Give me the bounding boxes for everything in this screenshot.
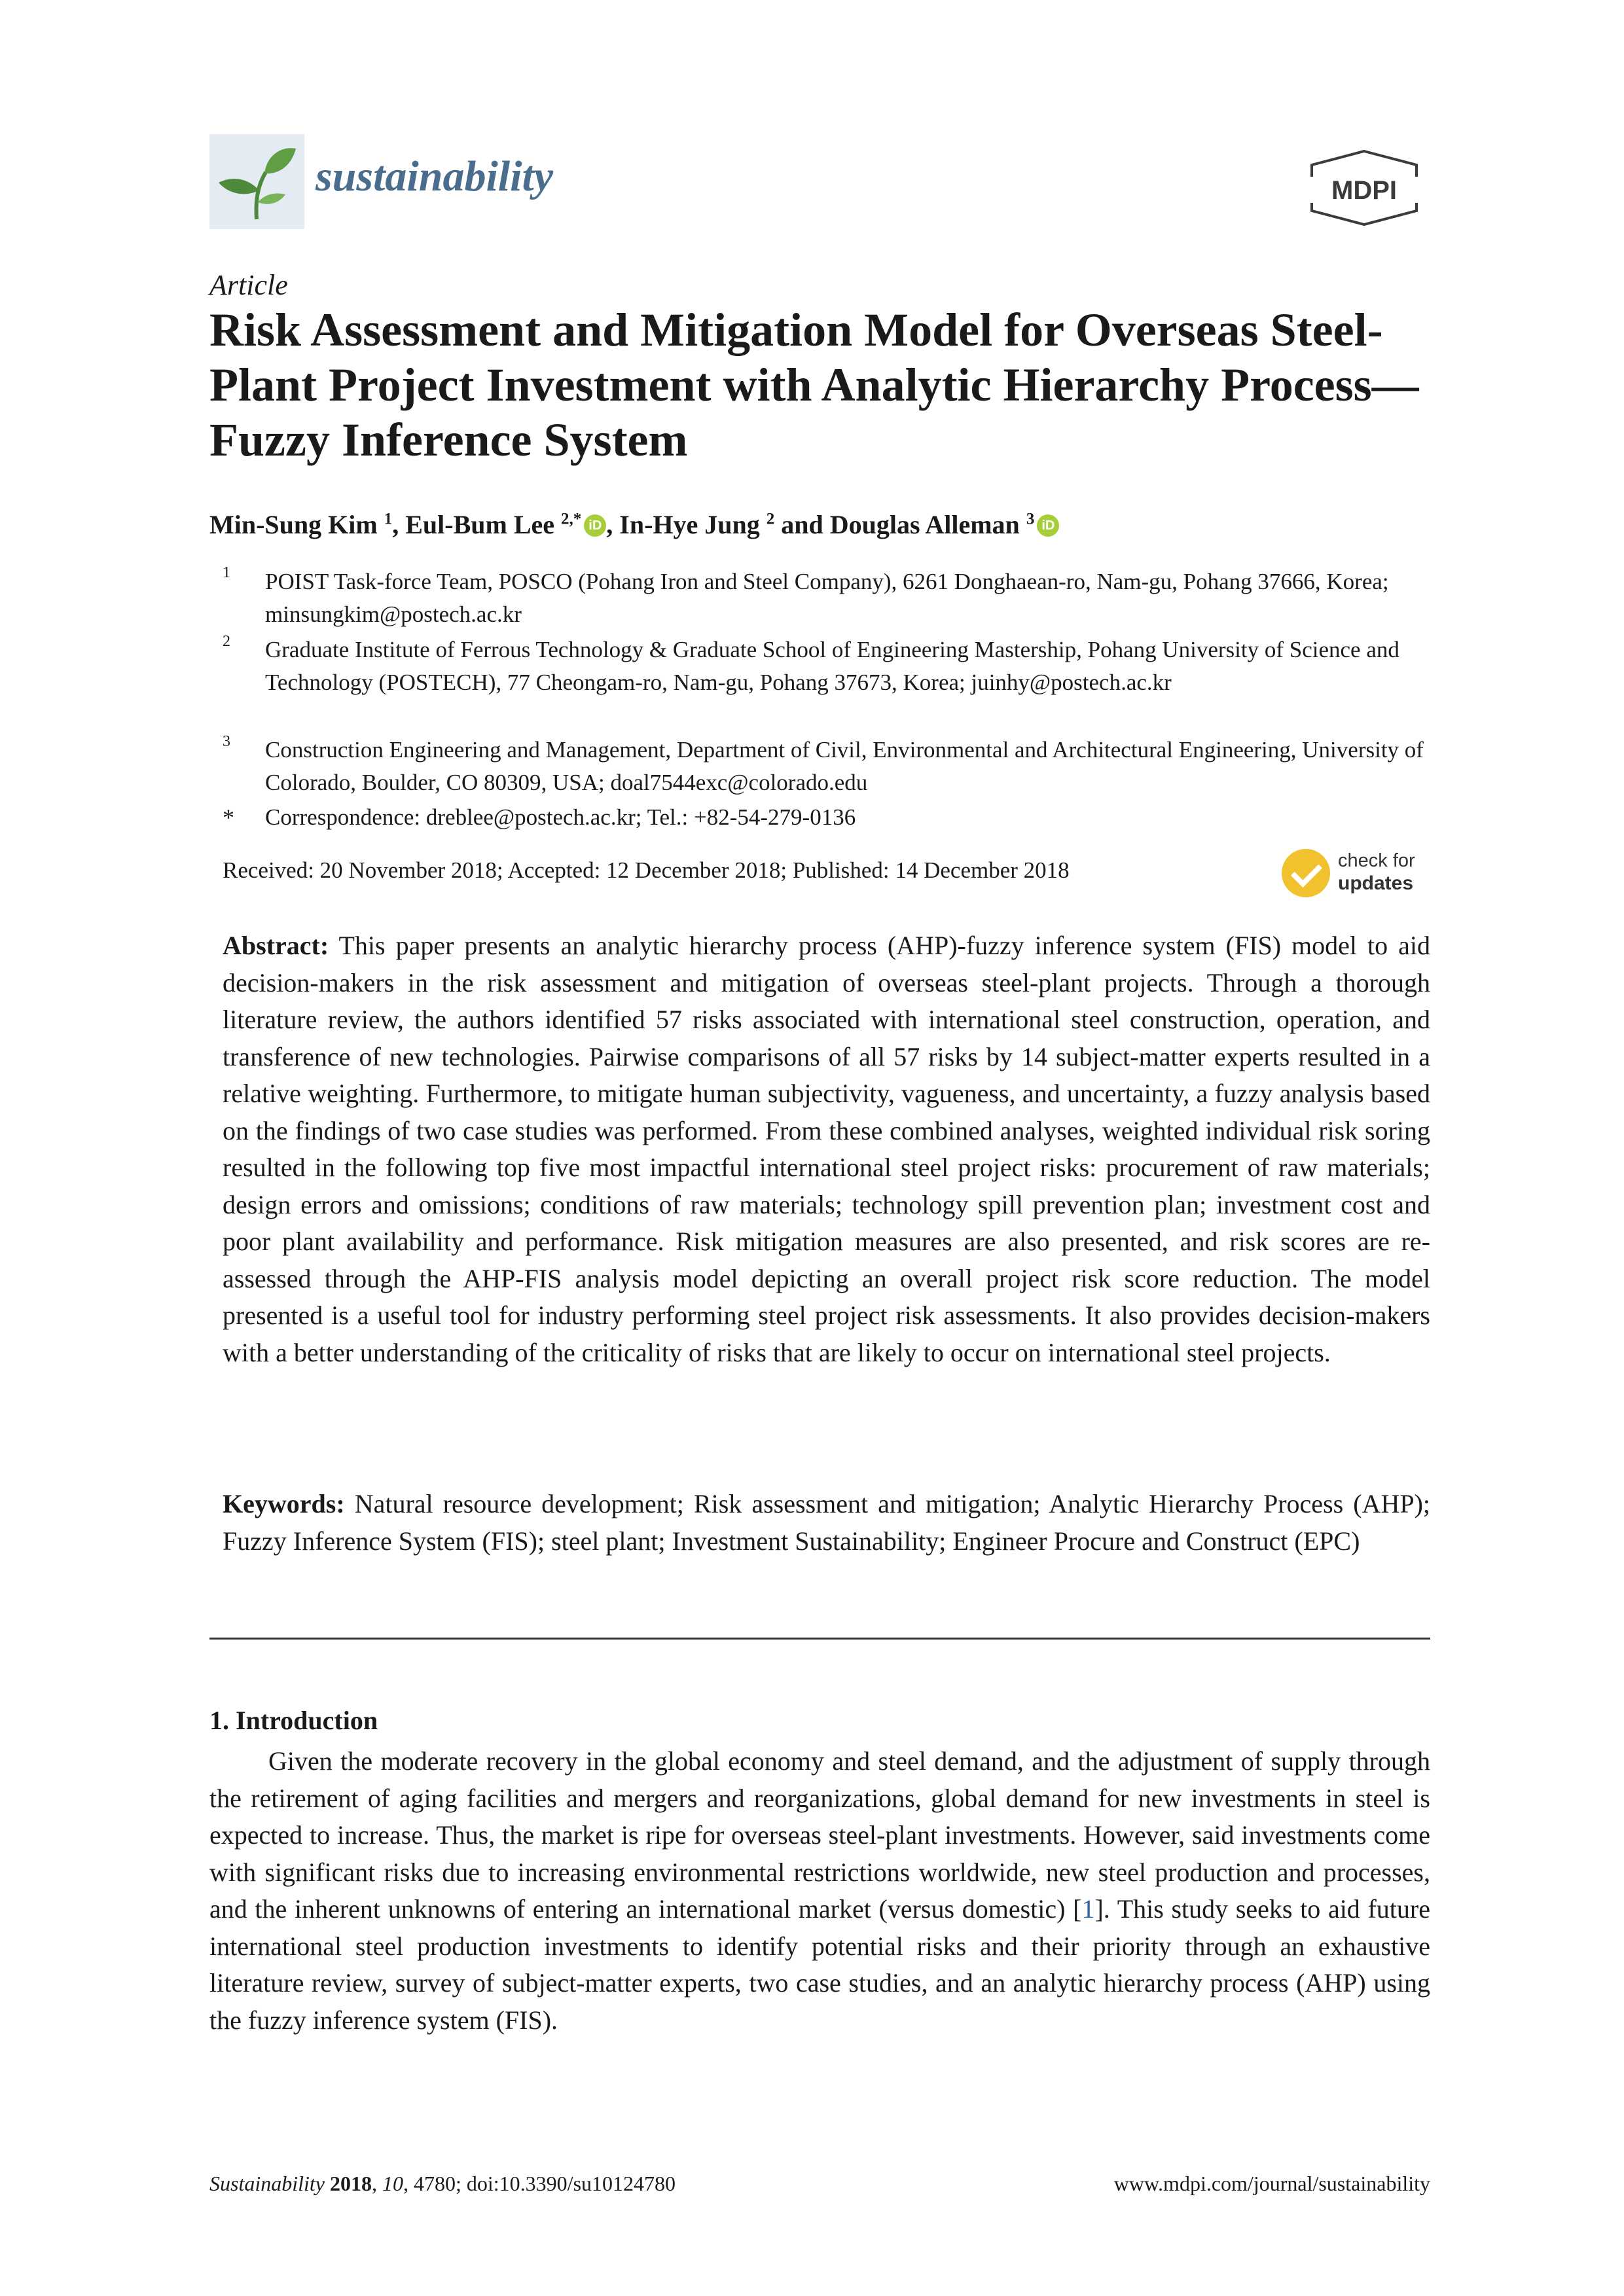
footer-volume: 10 [382, 2172, 403, 2195]
author-name: Min-Sung Kim [209, 510, 378, 539]
author-name: In-Hye Jung [619, 510, 760, 539]
footer-citation: Sustainability 2018, 10, 4780; doi:10.3390/su10124780 [209, 2172, 676, 2195]
author-affiliation-marker: 1 [384, 510, 393, 528]
section-divider [209, 1638, 1430, 1640]
citation-link[interactable]: 1 [1081, 1894, 1095, 1924]
abstract [223, 927, 1430, 1371]
affiliation-marker: * [223, 804, 234, 831]
check-icon [1282, 849, 1330, 897]
affiliation-marker: 2 [223, 633, 230, 650]
footer-doi: , 4780; doi:10.3390/su10124780 [403, 2172, 676, 2195]
mdpi-logo-text: MDPI [1331, 176, 1397, 205]
article-type: Article [209, 269, 288, 301]
author-list [209, 509, 1059, 540]
affiliation-3: Construction Engineering and Management, Department of Civil, Environmental and Architectural Engineering, University of Colorado, Boulder, CO 80309, USA; doal7544exc@colorado.edu [265, 737, 1424, 795]
article-title: Risk Assessment and Mitigation Model for Overseas Steel-Plant Project Investment with Analytic Hierarchy Process—Fuzzy Inference System [209, 304, 1419, 466]
affiliation-marker: 1 [223, 564, 230, 581]
leaf-sprout-icon [209, 134, 304, 229]
author-separator: , [392, 510, 406, 539]
section-heading: 1. Introduction [209, 1706, 378, 1735]
journal-name: sustainability [316, 152, 554, 200]
correspondence: Correspondence: dreblee@postech.ac.kr; Tel.: +82-54-279-0136 [265, 804, 856, 830]
keywords [223, 1486, 1430, 1560]
orcid-icon[interactable]: iD [1037, 514, 1059, 537]
abstract-label: Abstract: [223, 931, 329, 960]
footer-journal: Sustainability [209, 2172, 325, 2195]
orcid-icon[interactable]: iD [584, 514, 606, 537]
author-separator: and [774, 510, 830, 539]
affiliation-marker: 3 [223, 733, 230, 750]
affiliation-1: POIST Task-force Team, POSCO (Pohang Iron and Steel Company), 6261 Donghaean-ro, Nam-gu, Pohang 37666, Korea; minsungkim@postech.ac.kr [265, 569, 1389, 627]
author-name: Douglas Alleman [829, 510, 1020, 539]
intro-text: Given the moderate recovery in the global economy and steel demand, and the adjustment of supply through the retirement of aging facilities and mergers and reorganizations, global demand for new investments in steel is expected to increase. Thus, the market is ripe for overseas steel-plant investments. However, said investments come with significant risks due to increasing environmental restrictions worldwide, new steel production and processes, and the inherent unknowns of entering an international market (versus domestic) [ [209, 1746, 1430, 1924]
mdpi-logo [1308, 149, 1420, 226]
journal-logo [209, 134, 304, 229]
check-for-updates-line2: updates [1338, 872, 1414, 894]
author-affiliation-marker: 2,* [561, 510, 582, 528]
author-affiliation-marker: 3 [1026, 510, 1035, 528]
check-for-updates-line1: check for [1338, 850, 1415, 871]
keywords-label: Keywords: [223, 1489, 345, 1518]
footer-year: 2018 [330, 2172, 372, 2195]
keywords-text: Natural resource development; Risk assessment and mitigation; Analytic Hierarchy Process (AHP); Fuzzy Inference System (FIS); steel plant; Investment Sustainability; Engineer Procure and Construct (EPC) [223, 1489, 1431, 1556]
author-separator: , [606, 510, 620, 539]
affiliation-2: Graduate Institute of Ferrous Technology & Graduate School of Engineering Mastership, Pohang University of Science and Technology (POSTECH), 77 Cheongam-ro, Nam-gu, Pohang 37673, Korea; juinhy@postech.ac.kr [265, 637, 1399, 695]
introduction-paragraph [209, 1743, 1430, 2039]
author-affiliation-marker: 2 [766, 510, 775, 528]
abstract-text: This paper presents an analytic hierarchy process (AHP)-fuzzy inference system (FIS) model to aid decision-makers in the risk assessment and mitigation of overseas steel-plant projects. Through a thorough literature review, the authors identified 57 risks associated with international steel construction, operation, and transference of new technologies. Pairwise comparisons of all 57 risks by 14 subject-matter experts resulted in a relative weighting. Furthermore, to mitigate human subjectivity, vagueness, and uncertainty, a fuzzy analysis based on the findings of two case studies was performed. From these combined analyses, weighted individual risk soring resulted in the following top five most impactful international steel project risks: procurement of raw materials; design errors and omissions; conditions of raw materials; technology spill prevention plan; investment cost and poor plant availability and performance. Risk mitigation measures are also presented, and risk scores are re-assessed through the AHP-FIS analysis model depicting an overall project risk score reduction. The model presented is a useful tool for industry performing steel project risk assessments. It also provides decision-makers with a better understanding of the criticality of risks that are likely to occur on international steel projects. [223, 931, 1431, 1367]
check-for-updates-button[interactable] [1282, 849, 1429, 901]
author-name: Eul-Bum Lee [405, 510, 555, 539]
intro-text: ]. This study seeks to aid future international steel production investments to identify potential risks and their priority through an exhaustive literature review, survey of subject-matter experts, two case studies, and an analytic hierarchy process (AHP) using the fuzzy inference system (FIS). [209, 1894, 1430, 2035]
publication-dates: Received: 20 November 2018; Accepted: 12 December 2018; Published: 14 December 2018 [223, 857, 1070, 883]
footer-journal-url[interactable]: www.mdpi.com/journal/sustainability [1113, 2172, 1430, 2195]
